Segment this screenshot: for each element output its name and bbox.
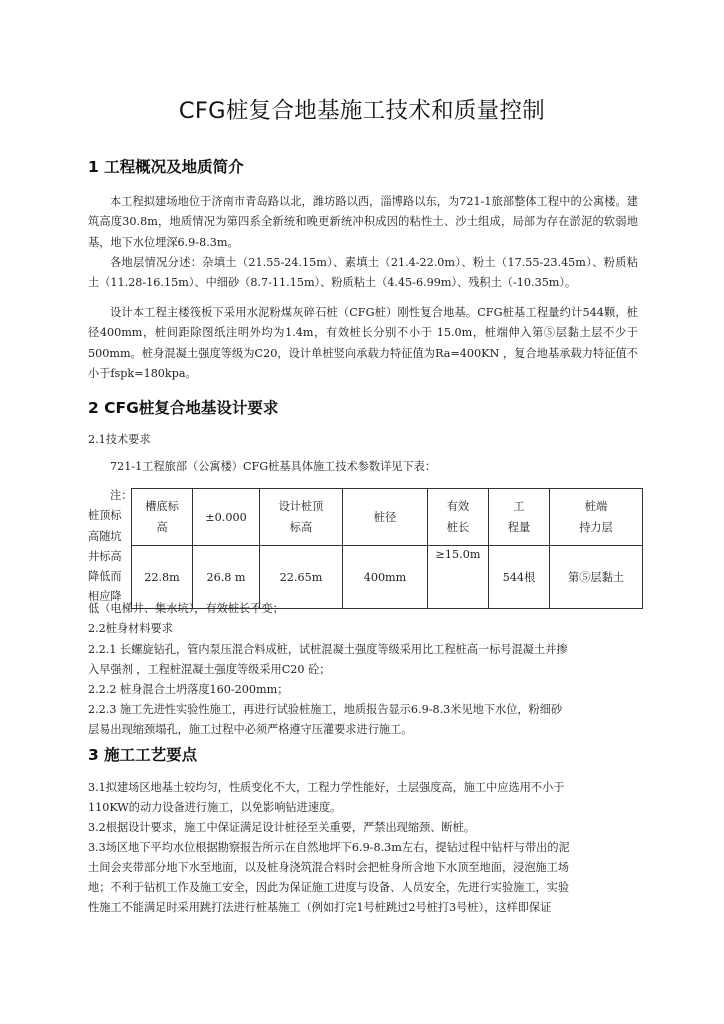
page-title: CFG桩复合地基施工技术和质量控制: [178, 98, 546, 124]
table-header-row: [132, 489, 643, 546]
table-cell: 22.8m: [132, 546, 193, 609]
note-line: 高随坑: [88, 529, 122, 543]
note-line: 注：: [110, 489, 133, 502]
process-line: 土间会夹带部分地下水至地面，以及桩身浇筑混合料时会把桩身所含地下水顶至地面，浸泡施工场: [88, 861, 570, 874]
table-note: [88, 486, 133, 608]
requirement-line: 2.2.3 施工先进性实验性施工，再进行试验桩施工，地质报告显示6.9-8.3米见地下水位，粉细砂: [88, 703, 563, 716]
header-cell: 桩径: [343, 489, 428, 546]
process-line: 3.2根据设计要求，施工中保证满足设计桩径至关重要，严禁出现缩颈、断桩。: [88, 821, 475, 834]
requirement-line: 层易出现缩颈塌孔，施工过程中必须严格遵守压灌要求进行施工。: [88, 723, 413, 736]
table-cell: 400mm: [343, 546, 428, 609]
table-note-tail: 低（电梯井、集水坑），有效桩长不变；: [88, 602, 284, 615]
table-cell: 26.8 m: [193, 546, 260, 609]
header-cell: 设计桩顶 标高: [260, 489, 343, 546]
process-line: 性施工不能满足时采用跳打法进行桩基施工（例如打完1号桩跳过2号桩打3号桩），这样即保证: [88, 901, 552, 914]
section-1-heading: 1 工程概况及地质简介: [88, 158, 244, 176]
table-cell: 544根: [489, 546, 550, 609]
header-cell: 桩端 持力层: [550, 489, 643, 546]
process-line: 3.1拟建场区地基土较均匀，性质变化不大，工程力学性能好，土层强度高，施工中应选用不小于: [88, 781, 565, 794]
spec-table: [131, 488, 643, 609]
subsection-2-2-label: 2.2桩身材料要求: [88, 622, 173, 635]
table-cell: ≥15.0m: [428, 546, 489, 609]
process-line: 110KW的动力设备进行施工，以免影响钻进速度。: [88, 801, 342, 814]
table-cell: 22.65m: [260, 546, 343, 609]
header-cell: 工 程量: [489, 489, 550, 546]
table-intro: 721-1工程旅部（公寓楼）CFG桩基具体施工技术参数详见下表：: [110, 460, 437, 473]
table-cell: 第⑤层黏土: [550, 546, 643, 609]
header-cell: 有效 桩长: [428, 489, 489, 546]
process-line: 地；不利于钻机工作及施工安全，因此为保证施工进度与设备、人员安全，先进行实验施工，实验: [88, 881, 570, 894]
section-1-paragraph: 设计本工程主楼筏板下采用水泥粉煤灰碎石桩（CFG桩）刚性复合地基。CFG桩基工程量约计544颗，桩径400mm，桩间距除图纸注明外均为1.4m，有效桩长分别不小于 15.0m，桩端伸入第⑤层黏土层不少于500mm。桩身混凝土强度等级为C20，设计单桩竖向承载力特征值为Ra=400KN ，复合地基承载力特征值不小于fspk=180kpa。: [88, 306, 638, 380]
process-line: 3.3场区地下平均水位根据勘察报告所示在自然地坪下6.9-8.3m左右，提钻过程中钻杆与带出的泥: [88, 841, 570, 854]
requirement-line: 2.2.1 长螺旋钻孔，管内泵压混合料成桩，试桩混凝土强度等级采用比工程桩高一标号混凝土并掺: [88, 643, 568, 656]
header-cell: 槽底标 高: [132, 489, 193, 546]
requirement-line: 2.2.2 桩身混合土坍落度160-200mm；: [88, 683, 289, 696]
note-line: 井标高: [88, 549, 122, 563]
note-line: 降低而: [88, 570, 122, 584]
note-line: 桩顶标: [88, 509, 122, 523]
header-cell: ±0.000: [193, 489, 260, 546]
note-line: 相应降: [88, 590, 122, 604]
section-2-heading: 2 CFG桩复合地基设计要求: [88, 399, 279, 417]
section-1-paragraph: 各地层情况分述：杂填土（21.55-24.15m）、素填土（21.4-22.0m）、粉土（17.55-23.45m）、粉质粘土（11.28-16.15m）、中细砂（8.7-11.15m）、粉质粘土（4.45-6.99m）、残积土（-10.35m）。: [88, 256, 638, 290]
section-1-paragraph: 本工程拟建场地位于济南市青岛路以北，潍坊路以西，淄博路以东，为721-1旅部整体工程中的公寓楼。建筑高度30.8m，地质情况为第四系全新统和晚更新统冲积成因的粘性土、沙土组成，局部为存在淤泥的软弱地基，地下水位埋深6.9-8.3m。: [88, 195, 638, 249]
requirement-line: 入早强剂 ，工程桩混凝土强度等级采用C20 砼；: [88, 663, 331, 676]
section-3-heading: 3 施工工艺要点: [88, 746, 198, 764]
subsection-2-1-label: 2.1技术要求: [88, 433, 151, 446]
